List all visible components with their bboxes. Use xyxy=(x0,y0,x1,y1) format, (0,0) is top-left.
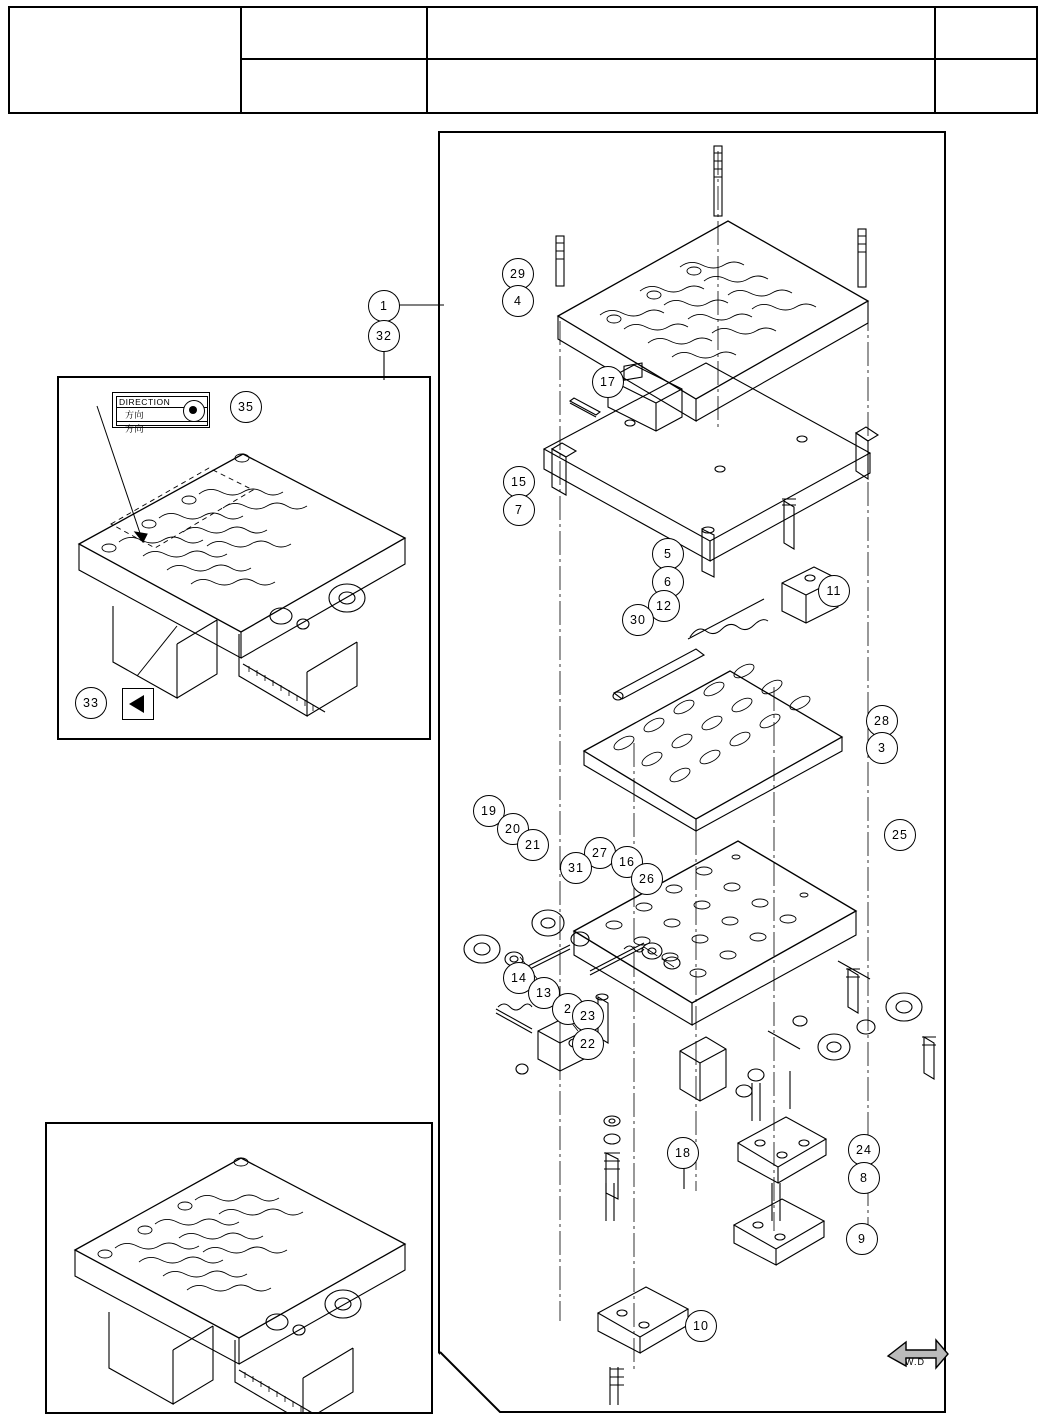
title-block-col3-bottom xyxy=(428,60,934,112)
pin-5 xyxy=(702,527,714,577)
callout-30[interactable]: 30 xyxy=(622,604,654,636)
title-block-col-3 xyxy=(428,8,936,112)
lower-brackets xyxy=(598,1037,826,1405)
callout-20[interactable]: 20 xyxy=(497,813,529,845)
direction-label-line3 xyxy=(117,422,207,435)
spring-12 xyxy=(688,599,768,639)
callout-11[interactable]: 11 xyxy=(818,575,850,607)
callout-17[interactable]: 17 xyxy=(592,366,624,398)
direction-label-line1: DIRECTION xyxy=(117,397,207,408)
direction-label-line3-cjk: 方向 xyxy=(125,424,145,434)
callout-5[interactable]: 5 xyxy=(652,538,684,570)
callout-15[interactable]: 15 xyxy=(503,466,535,498)
title-block-col-1 xyxy=(10,8,242,112)
callout-13[interactable]: 13 xyxy=(528,977,560,1009)
direction-label-plate xyxy=(112,392,210,434)
callout-35[interactable]: 35 xyxy=(230,391,262,423)
callout-29[interactable]: 29 xyxy=(502,258,534,290)
callout-12[interactable]: 12 xyxy=(648,590,680,622)
callout-18[interactable]: 18 xyxy=(667,1137,699,1169)
rotary-knob-icon xyxy=(183,400,205,422)
callout-10[interactable]: 10 xyxy=(685,1310,717,1342)
middle-plate xyxy=(584,661,842,831)
callout-4[interactable]: 4 xyxy=(502,285,534,317)
screw-17 xyxy=(570,398,600,417)
leader-line-item-1 xyxy=(340,280,460,400)
section-arrow-left-icon xyxy=(122,688,154,720)
title-block-col-4 xyxy=(936,8,1036,112)
callout-25[interactable]: 25 xyxy=(884,819,916,851)
callout-24[interactable]: 24 xyxy=(848,1134,880,1166)
post-15 xyxy=(552,443,576,495)
title-block-col4-top xyxy=(936,8,1036,60)
callout-19[interactable]: 19 xyxy=(473,795,505,827)
screw-upper xyxy=(782,499,796,549)
callout-1[interactable]: 1 xyxy=(368,290,400,322)
title-block-col2-top xyxy=(242,8,426,60)
callout-28[interactable]: 28 xyxy=(866,705,898,737)
callout-32[interactable]: 32 xyxy=(368,320,400,352)
title-block-col3-top xyxy=(428,8,934,60)
title-block xyxy=(8,6,1038,114)
callout-9[interactable]: 9 xyxy=(846,1223,878,1255)
callout-22[interactable]: 22 xyxy=(572,1028,604,1060)
title-block-col4-bottom xyxy=(936,60,1036,112)
direction-label-line2-cjk: 方向 xyxy=(125,410,145,420)
detail-view-bottom-drawing xyxy=(45,1122,433,1414)
callout-16[interactable]: 16 xyxy=(611,846,643,878)
fastener-set-top xyxy=(556,146,866,287)
title-block-col1-cell xyxy=(10,8,240,112)
callout-33[interactable]: 33 xyxy=(75,687,107,719)
callout-8[interactable]: 8 xyxy=(848,1162,880,1194)
title-block-col-2 xyxy=(242,8,428,112)
detail-view-top-drawing xyxy=(57,376,431,740)
callout-14[interactable]: 14 xyxy=(503,962,535,994)
callout-7[interactable]: 7 xyxy=(503,494,535,526)
wd-marker-label: W.D xyxy=(905,1357,925,1367)
callout-3[interactable]: 3 xyxy=(866,732,898,764)
callout-27[interactable]: 27 xyxy=(584,837,616,869)
post-right xyxy=(856,427,878,479)
callout-6[interactable]: 6 xyxy=(652,566,684,598)
exploded-assembly-drawing xyxy=(438,131,946,1413)
callout-31[interactable]: 31 xyxy=(560,852,592,884)
callout-26[interactable]: 26 xyxy=(631,863,663,895)
callout-21[interactable]: 21 xyxy=(517,829,549,861)
callout-2[interactable]: 2 xyxy=(552,993,584,1025)
roller-assembly-right xyxy=(736,961,922,1097)
title-block-col2-bottom xyxy=(242,60,426,112)
callout-23[interactable]: 23 xyxy=(572,1000,604,1032)
